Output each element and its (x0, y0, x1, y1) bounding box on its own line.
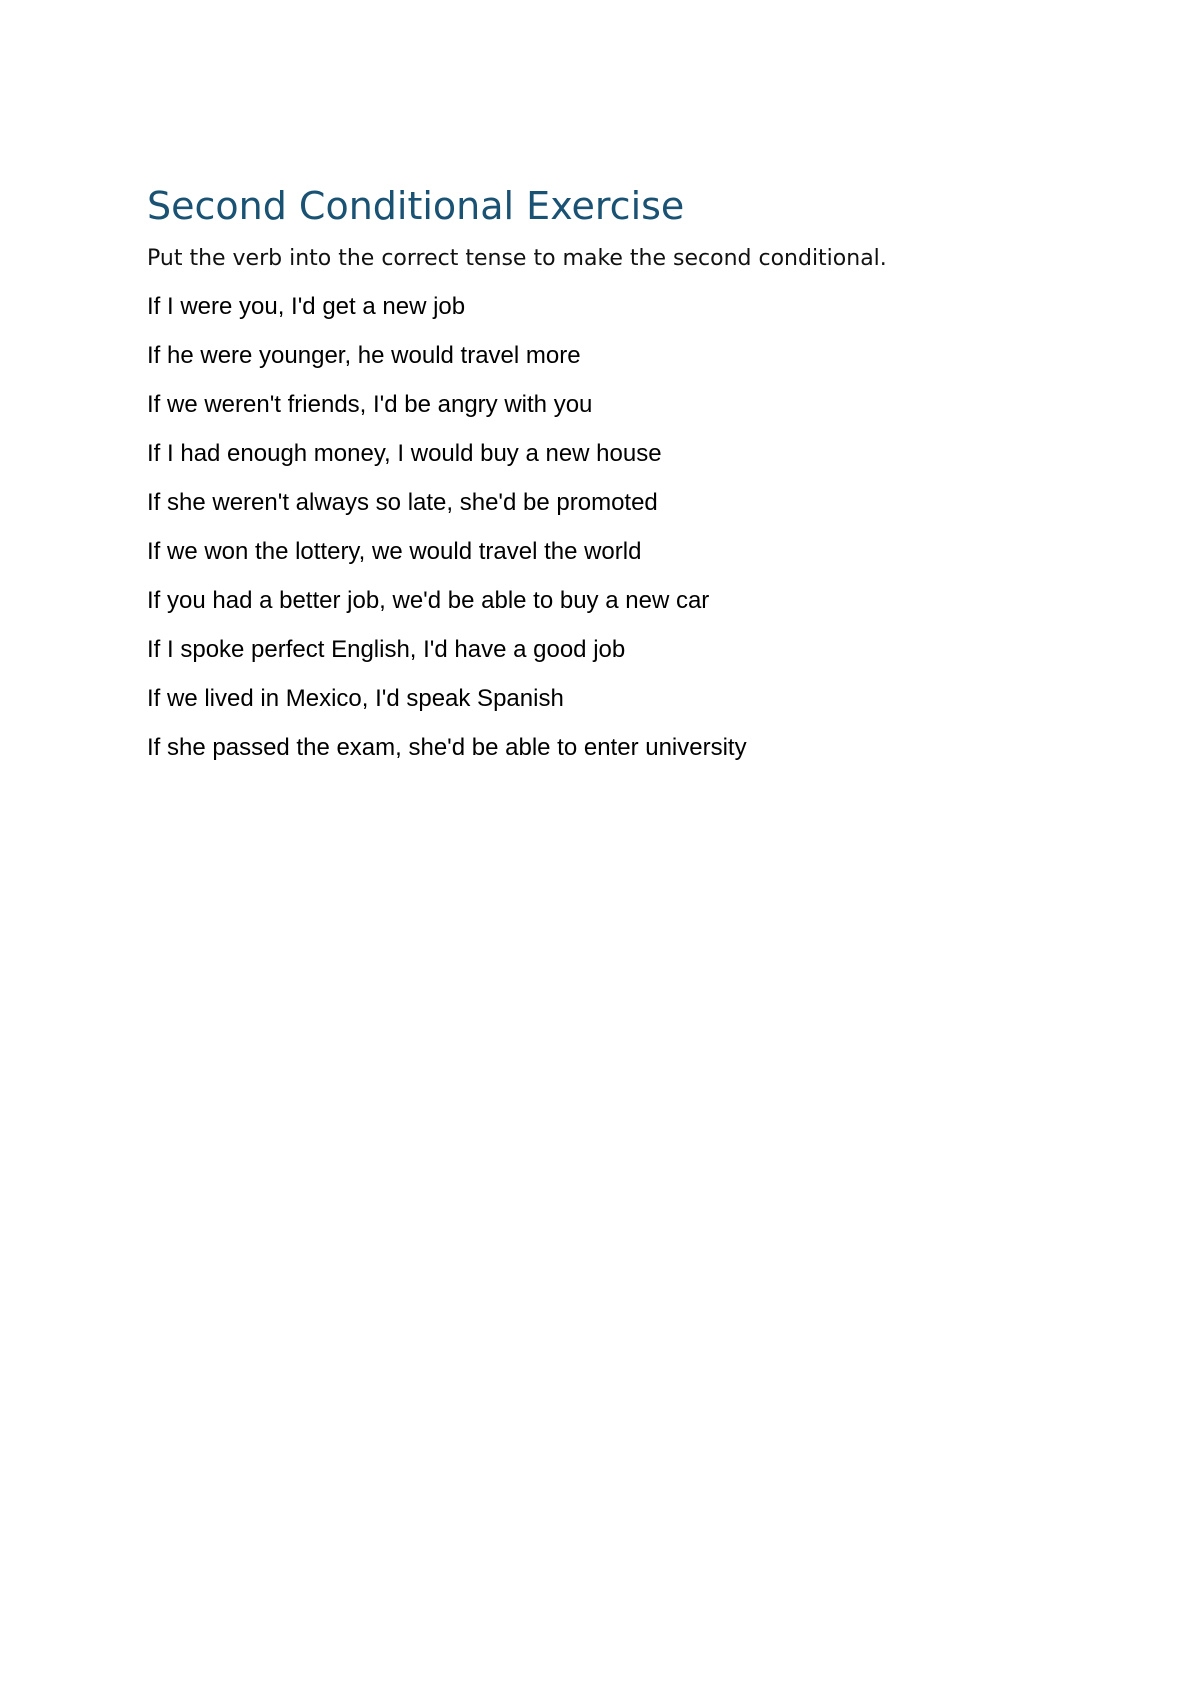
sentence-item: If I spoke perfect English, I'd have a good job (147, 636, 626, 663)
sentence-item: If she passed the exam, she'd be able to enter university (147, 734, 747, 761)
sentence-item: If I were you, I'd get a new job (147, 293, 466, 320)
sentence-item: If I had enough money, I would buy a new house (147, 440, 662, 467)
sentence-item: If you had a better job, we'd be able to buy a new car (147, 587, 710, 614)
sentence-item: If we weren't friends, I'd be angry with you (147, 391, 593, 418)
page-title: Second Conditional Exercise (147, 184, 685, 228)
sentence-item: If we lived in Mexico, I'd speak Spanish (147, 685, 564, 712)
sentence-list (147, 292, 1107, 782)
sentence-item: If he were younger, he would travel more (147, 342, 581, 369)
exercise-instruction: Put the verb into the correct tense to make the second conditional. (147, 246, 887, 271)
sentence-item: If we won the lottery, we would travel the world (147, 538, 642, 565)
document-content (147, 182, 1107, 782)
sentence-item: If she weren't always so late, she'd be promoted (147, 489, 658, 516)
